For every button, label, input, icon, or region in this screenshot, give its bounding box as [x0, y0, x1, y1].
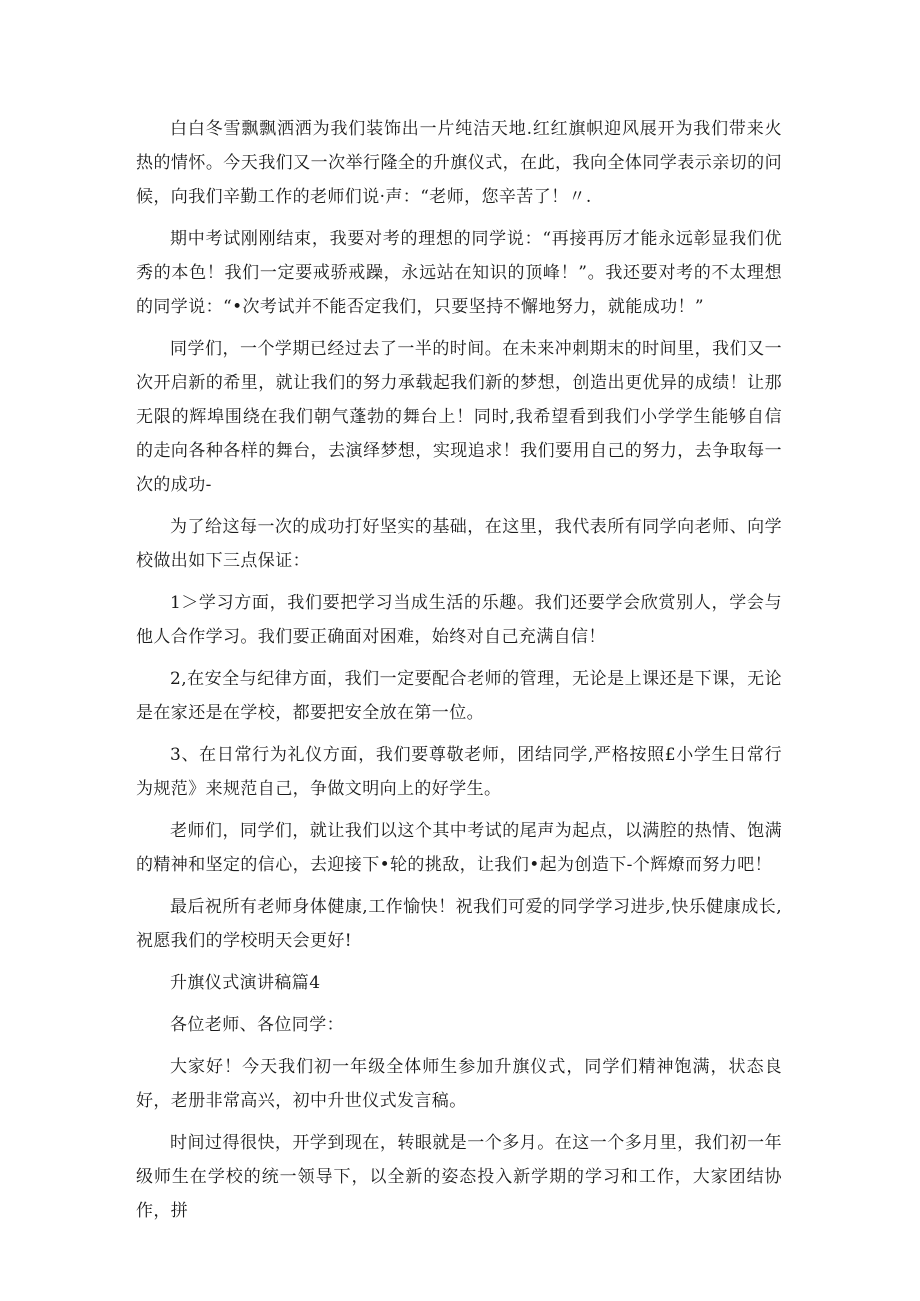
- paragraph-1: 白白冬雪飘飘洒洒为我们装饰出一片纯洁天地.红红旗帜迎风展开为我们带来火热的情怀。今天我们又一次举行隆全的升旗仪式，在此，我向全体同学表示亲切的问候，向我们辛勤工作的老师们说·声：“老师，您辛苦了！〃.: [136, 119, 782, 207]
- paragraph-6: 2,在安全与纪律方面，我们一定要配合老师的管理，无论是上课还是下课，无论是在家还是在学校，都要把安全放在第一位。: [136, 669, 782, 723]
- paragraph-3: 同学们，一个学期已经过去了一半的时间。在未来冲刺期末的时间里，我们又一次开启新的希里，就让我们的努力承载起我们新的梦想，创造出更优异的成绩！让那无限的辉埠围绕在我们朝气蓬勃的舞台上！同时,我希望看到我们小学学生能够自信的走向各种各样的舞台，去演绎梦想，实现追求！我们要用自己的努力，去争取每一次的成功-: [136, 339, 782, 495]
- paragraph-8: 老师们，同学们，就让我们以这个其中考试的尾声为起点，以满腔的热情、饱满的精神和坚定的信心，去迎接下•轮的挑敌，让我们•起为创造下-个辉燎而努力吧！: [136, 821, 782, 875]
- paragraph-13: 时间过得很快，开学到现在，转眼就是一个多月。在这一个多月里，我们初一年级师生在学校的统一领导下，以全新的姿态投入新学期的学习和工作，大家团结协作，拼: [136, 1133, 782, 1221]
- paragraph-7: 3、在日常行为礼仪方面，我们要尊敬老师，团结同学,严格按照£小学生日常行为规范》来规范自己，争做文明向上的好学生。: [136, 745, 782, 799]
- paragraph-9: 最后祝所有老师身体健康,工作愉快！祝我们可爱的同学学习进步,快乐健康成长,祝愿我们的学校明天会更好!: [136, 897, 782, 951]
- paragraph-2: 期中考试刚刚结束，我要对考的理想的同学说：“再接再厉才能永远彰显我们优秀的本色！我们一定要戒骄戒躁，永远站在知识的顶峰！”。我还要对考的不太理想的同学说：“•次考试并不能否定我们，只要坚持不懈地努力，就能成功！”: [136, 229, 782, 317]
- section-heading: 升旗仪式演讲稿篇4: [170, 973, 321, 993]
- document-body: [136, 112, 782, 1236]
- paragraph-5: 1＞学习方面，我们要把学习当成生活的乐趣。我们还要学会欣赏别人，学会与他人合作学习。我们要正确面对困难，始终对自己充满自信！: [136, 593, 782, 647]
- paragraph-12: 大家好！今天我们初一年级全体师生参加升旗仪式，同学们精神饱满，状态良好，老册非常高兴，初中升世仪式发言稿。: [136, 1057, 782, 1111]
- paragraph-4: 为了给这每一次的成功打好坚实的基础，在这里，我代表所有同学向老师、向学校做出如下三点保证：: [136, 517, 782, 571]
- salutation: 各位老师、各位同学：: [170, 1015, 344, 1035]
